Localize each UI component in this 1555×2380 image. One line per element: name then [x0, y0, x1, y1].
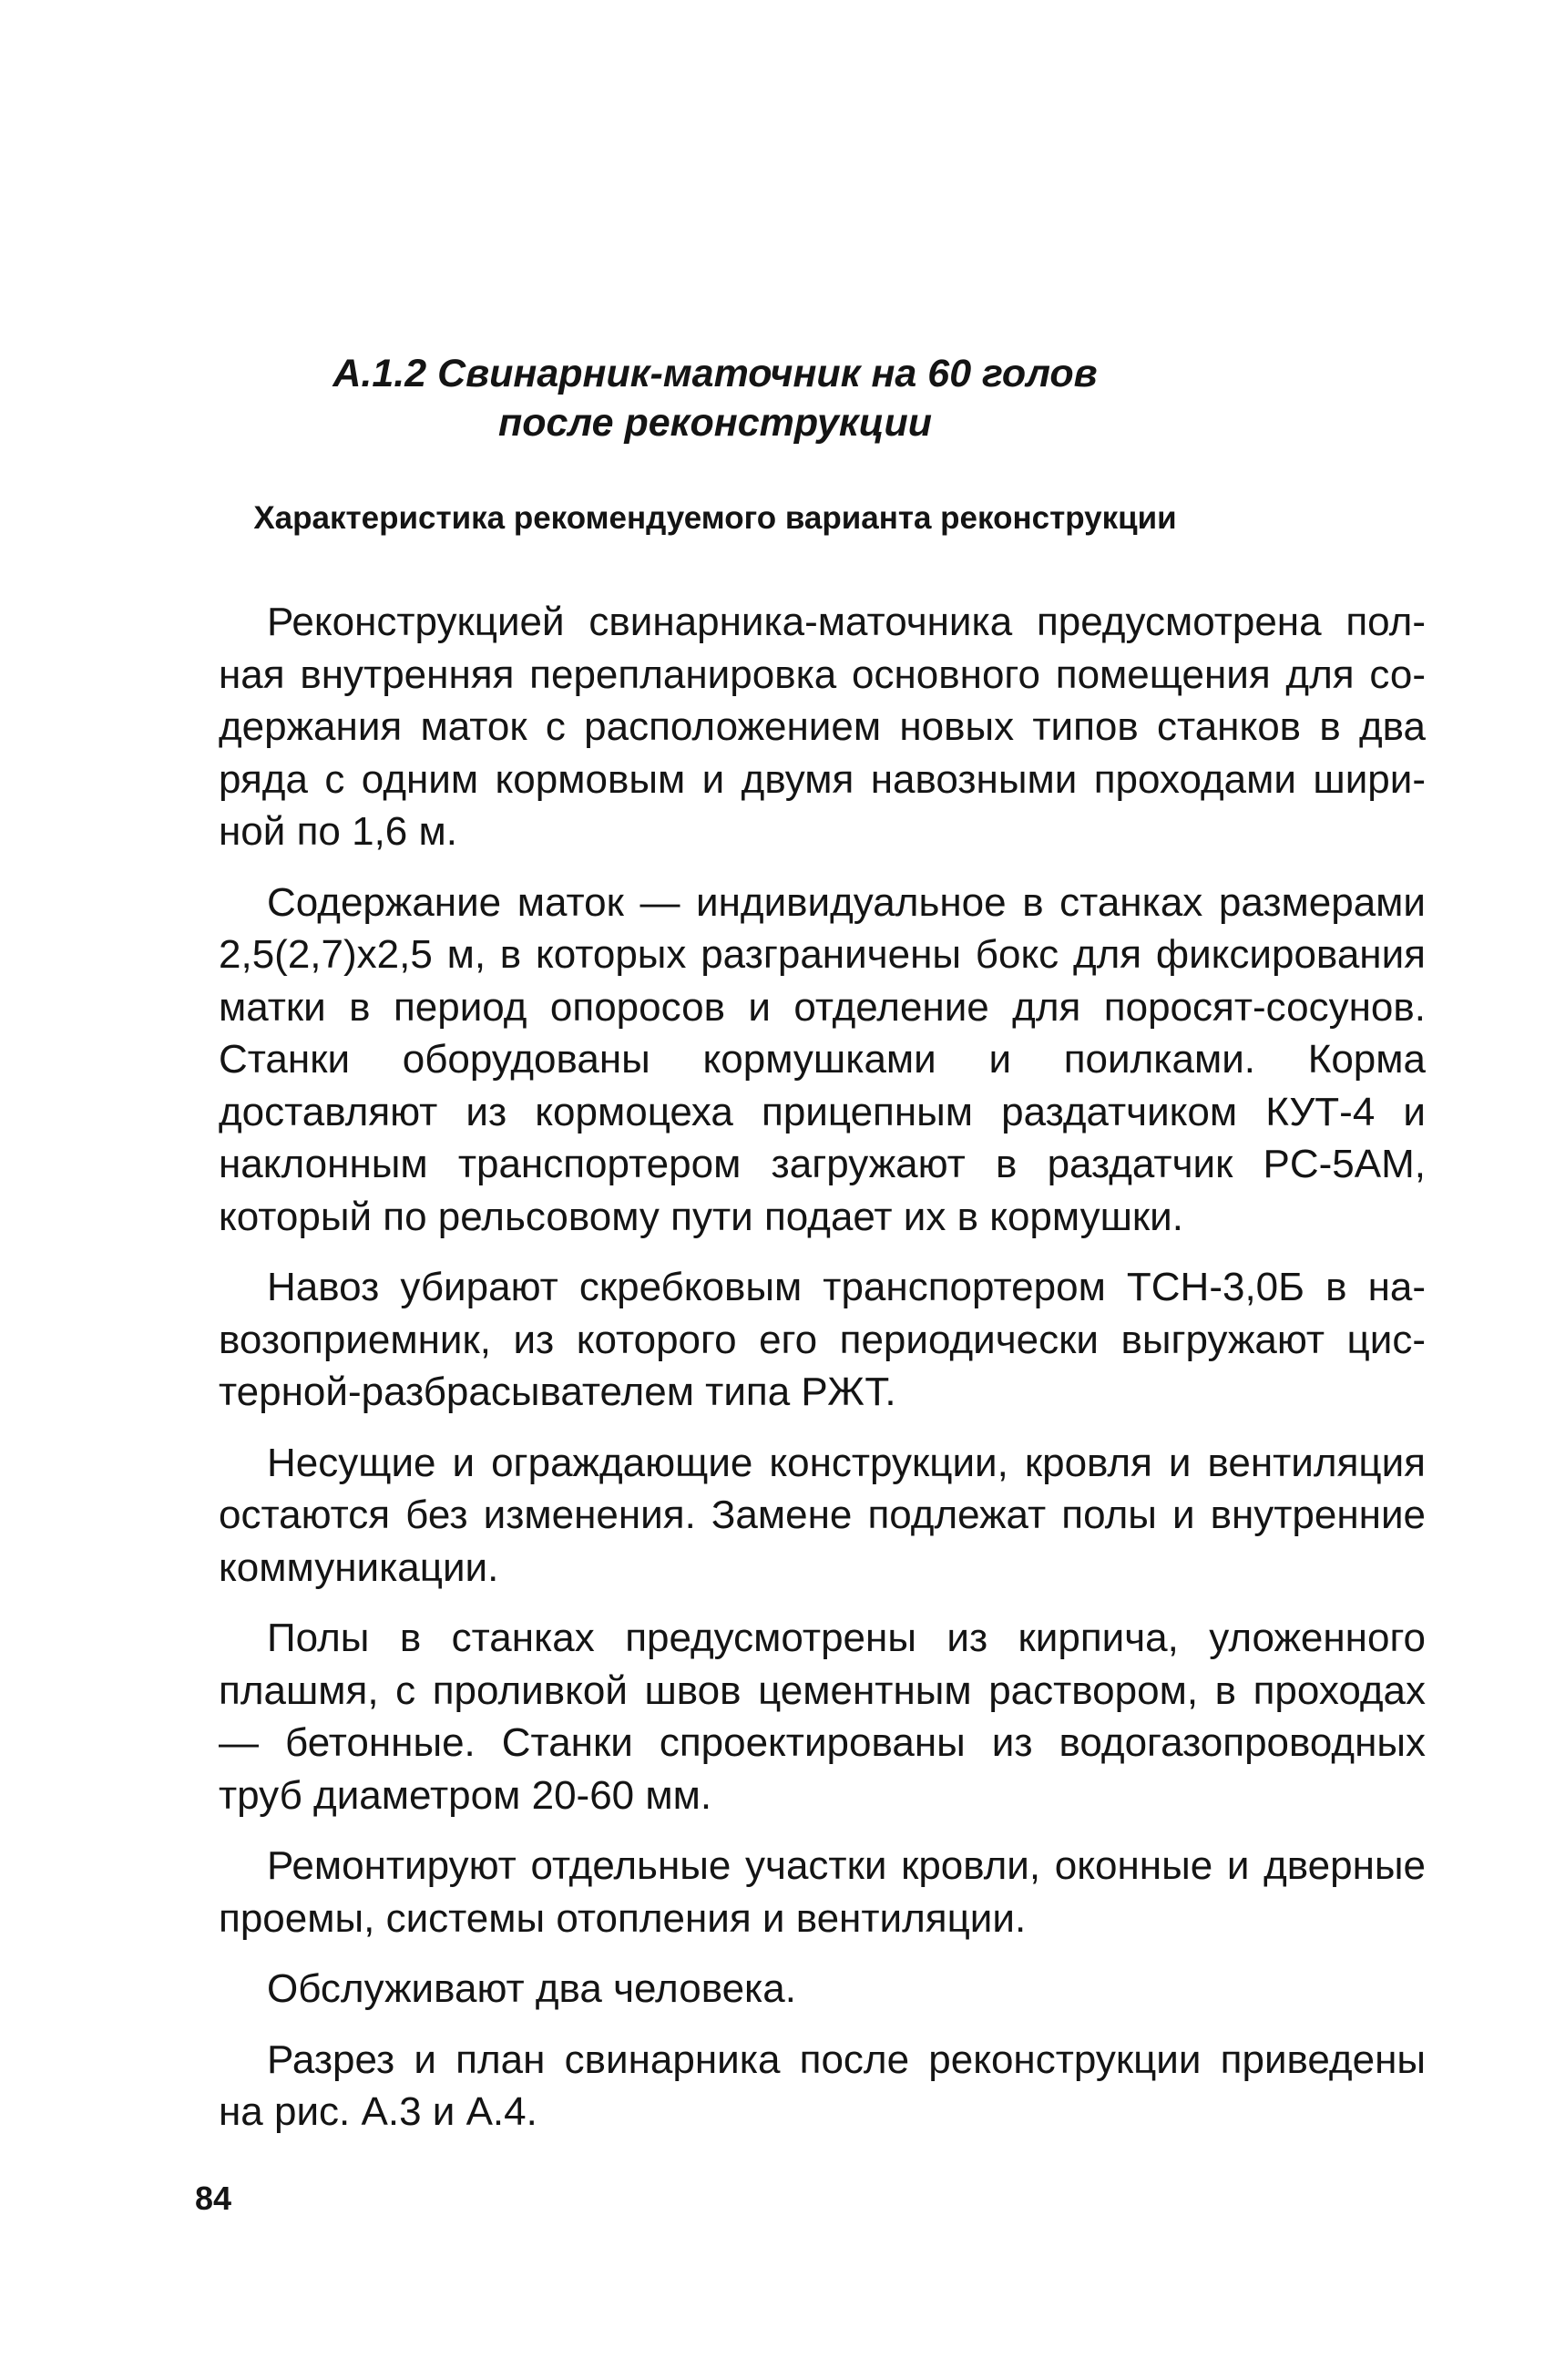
section-title-continuation: после реконструкции [497, 401, 933, 445]
section-subtitle: Характеристика рекомендуемого варианта реконструкции [253, 500, 1177, 536]
paragraph-repairs: Ремонтируют отдельные участки кровли, оконные и дверные проемы, системы отопления и вентиляции. [219, 1843, 1426, 1941]
paragraph-structures: Несущие и ограждающие конструкции, кровля и вентиляция остаются без изменения. Замене подлежат полы и внутренние коммуникации. [219, 1440, 1426, 1590]
page-number: 84 [195, 2180, 232, 2217]
body-text [219, 596, 1426, 2157]
paragraph-figures-reference: Разрез и план свинарника после реконструкции приведены на рис. А.3 и А.4. [219, 2036, 1426, 2134]
paragraph-sow-housing: Содержание маток — индивидуальное в станках размерами 2,5(2,7)х2,5 м, в которых разграничены бокс для фиксирования матки в период опоросов и отделение для поросят-сосунов. Станки оборудованы кормушками и поилками. Корма доставляют из кормоцеха прицепным раздатчиком КУТ-4 и наклонным транспортером загружают в раздатчик PC-5AM, который по рельсовому пути подает их в кормушки. [219, 879, 1426, 1239]
section-title: А.1.2 Свинарник-маточник на 60 голов [332, 352, 1098, 395]
paragraph-floors: Полы в станках предусмотрены из кирпича, уложенного плашмя, с проливкой швов цементным раствором, в проходах — бетонные. Станки спроектированы из водогазопроводных труб диаметром 20-60 мм. [219, 1616, 1426, 1818]
paragraph-manure-removal: Навоз убирают скребковым транспортером ТСН-3,0Б в навозоприемник, из которого его периодически выгружают цистерной-разбрасывателем типа РЖТ. [219, 1265, 1426, 1414]
paragraph-staffing: Обслуживают два человека. [267, 1966, 796, 2011]
paragraph-reconstruction: Реконструкцией свинарника-маточника предусмотрена полная внутренняя перепланировка основного помещения для содержания маток с расположением новых типов станков в два ряда с одним кормовым и двумя навозными проходами шириной по 1,6 м. [219, 600, 1426, 854]
